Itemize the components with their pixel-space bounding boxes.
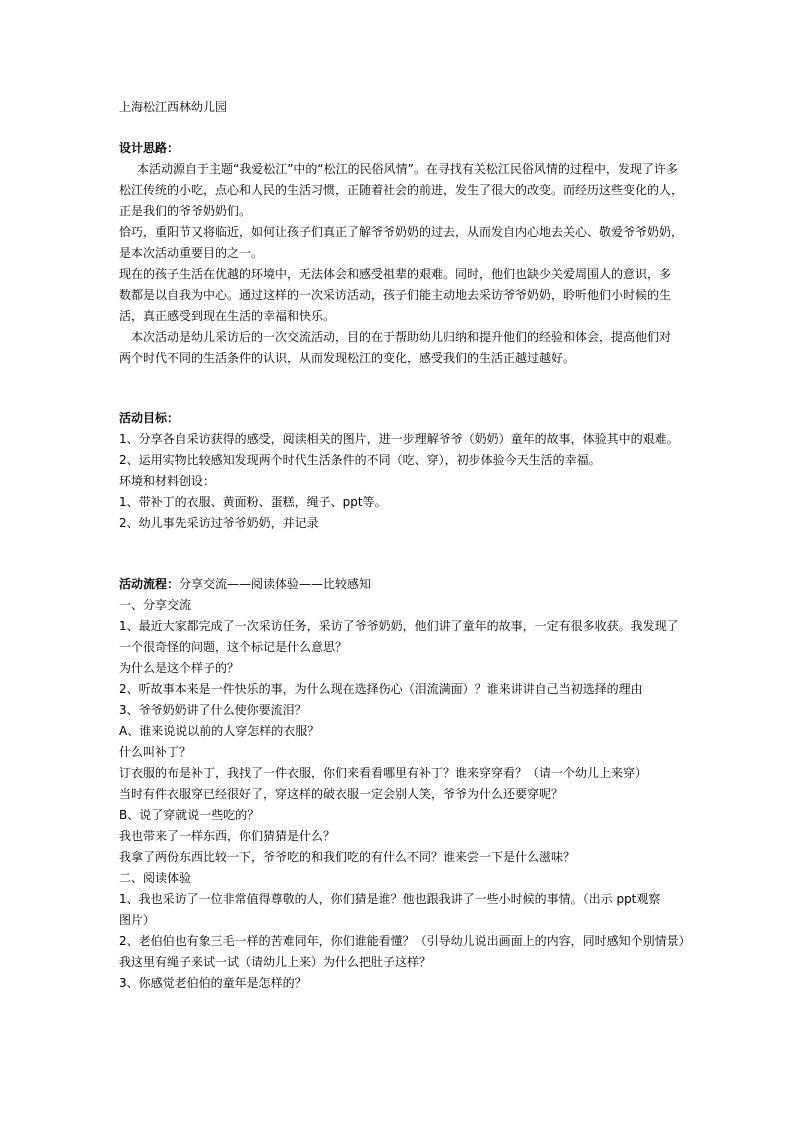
process-line: 1、我也采访了一位非常值得尊敬的人，你们猜是谁？他也跟我讲了一些小时候的事情。（出示 ppt观察 bbox=[119, 892, 661, 906]
process-line: 3、爷爷奶奶讲了什么使你要流泪？ bbox=[119, 703, 307, 717]
process-line: 图片） bbox=[119, 913, 156, 927]
materials-line: 2、幼儿事先采访过爷爷奶奶，并记录 bbox=[119, 516, 319, 530]
design-line: 正是我们的爷爷奶奶们。 bbox=[119, 204, 252, 218]
design-line: 本次活动是幼儿采访后的一次交流活动，目的在于帮助幼儿归纳和提升他们的经验和体会，提高他们对 bbox=[131, 330, 672, 344]
design-section bbox=[119, 138, 683, 369]
design-line: 活，真正感受到现在生活的幸福和快乐。 bbox=[119, 309, 336, 323]
process-line: 2、老伯伯也有象三毛一样的苦难同年，你们谁能看懂？（引导幼儿说出画面上的内容，同时感知个别情景） bbox=[119, 934, 691, 948]
design-line: 是本次活动重要目的之一。 bbox=[119, 246, 264, 260]
process-line: 一个很奇怪的问题，这个标记是什么意思？ bbox=[119, 640, 348, 654]
design-line: 本活动源自于主题“我爱松江”中的“松江的民俗风情”。在寻找有关松江民俗风情的过程中，发现了许多 bbox=[137, 162, 678, 176]
process-line: 3、你感觉老伯伯的童年是怎样的？ bbox=[119, 976, 307, 990]
goals-section bbox=[119, 408, 679, 534]
process-line: A、谁来说说以前的人穿怎样的衣服？ bbox=[119, 724, 320, 738]
process-heading-rest: 分享交流——阅读体验——比较感知 bbox=[179, 577, 372, 591]
design-line: 恰巧，重阳节又将临近，如何让孩子们真正了解爷爷奶奶的过去，从而发自内心地去关心、敬爱爷爷奶奶， bbox=[119, 225, 684, 239]
goals-line: 1、分享各自采访获得的感受，阅读相关的图片，进一步理解爷爷（奶奶）童年的故事，体验其中的艰难。 bbox=[119, 432, 679, 446]
process-line: 二、阅读体验 bbox=[119, 871, 192, 885]
process-line: 1、最近大家都完成了一次采访任务，采访了爷爷奶奶，他们讲了童年的故事，一定有很多收获。我发现了 bbox=[119, 619, 679, 633]
goals-heading: 活动目标： bbox=[119, 411, 180, 425]
process-line: 我这里有绳子来试一试（请幼儿上来）为什么把肚子这样？ bbox=[119, 955, 432, 969]
process-line: 什么叫补丁？ bbox=[119, 745, 192, 759]
process-line: 2、听故事本来是一件快乐的事，为什么现在选择伤心（泪流满面）？谁来讲讲自己当初选择的理由 bbox=[119, 682, 643, 696]
design-line: 松江传统的小吃，点心和人民的生活习惯，正随着社会的前进，发生了很大的改变。而经历这些变化的人， bbox=[119, 183, 684, 197]
materials-heading: 环境和材料创设： bbox=[119, 474, 216, 488]
process-line: 我拿了两份东西比较一下，爷爷吃的和我们吃的有什么不同？谁来尝一下是什么滋味？ bbox=[119, 850, 576, 864]
process-line: B、说了穿就说一些吃的？ bbox=[119, 808, 260, 822]
process-heading: 活动流程： bbox=[119, 577, 180, 591]
school-name: 上海松江西林幼儿园 bbox=[119, 100, 228, 114]
design-line: 数都是以自我为中心。通过这样的一次采访活动，孩子们能主动地去采访爷爷奶奶，聆听他们小时候的生 bbox=[119, 288, 672, 302]
process-section bbox=[119, 574, 691, 994]
goals-line: 2、运用实物比较感知发现两个时代生活条件的不同（吃、穿），初步体验今天生活的幸福。 bbox=[119, 453, 601, 467]
design-line: 现在的孩子生活在优越的环境中，无法体会和感受祖辈的艰难。同时，他们也缺少关爱周围人的意识，多 bbox=[119, 267, 672, 281]
design-heading: 设计思路： bbox=[119, 141, 180, 155]
process-heading-line bbox=[119, 574, 691, 595]
materials-line: 1、带补丁的衣服、黄面粉、蛋糕，绳子、ppt等。 bbox=[119, 495, 387, 509]
process-line: 一、分享交流 bbox=[119, 598, 192, 612]
design-line: 两个时代不同的生活条件的认识，从而发现松江的变化，感受我们的生活正越过越好。 bbox=[119, 351, 576, 365]
process-line: 为什么是这个样子的？ bbox=[119, 661, 240, 675]
process-line: 订衣服的布是补丁，我找了一件衣服，你们来看看哪里有补丁？谁来穿穿看？（请一个幼儿上来穿） bbox=[119, 766, 648, 780]
process-line: 当时有件衣服穿已经很好了，穿这样的破衣服一定会别人笑，爷爷为什么还要穿呢？ bbox=[119, 787, 564, 801]
process-line: 我也带来了一样东西，你们猜猜是什么？ bbox=[119, 829, 336, 843]
